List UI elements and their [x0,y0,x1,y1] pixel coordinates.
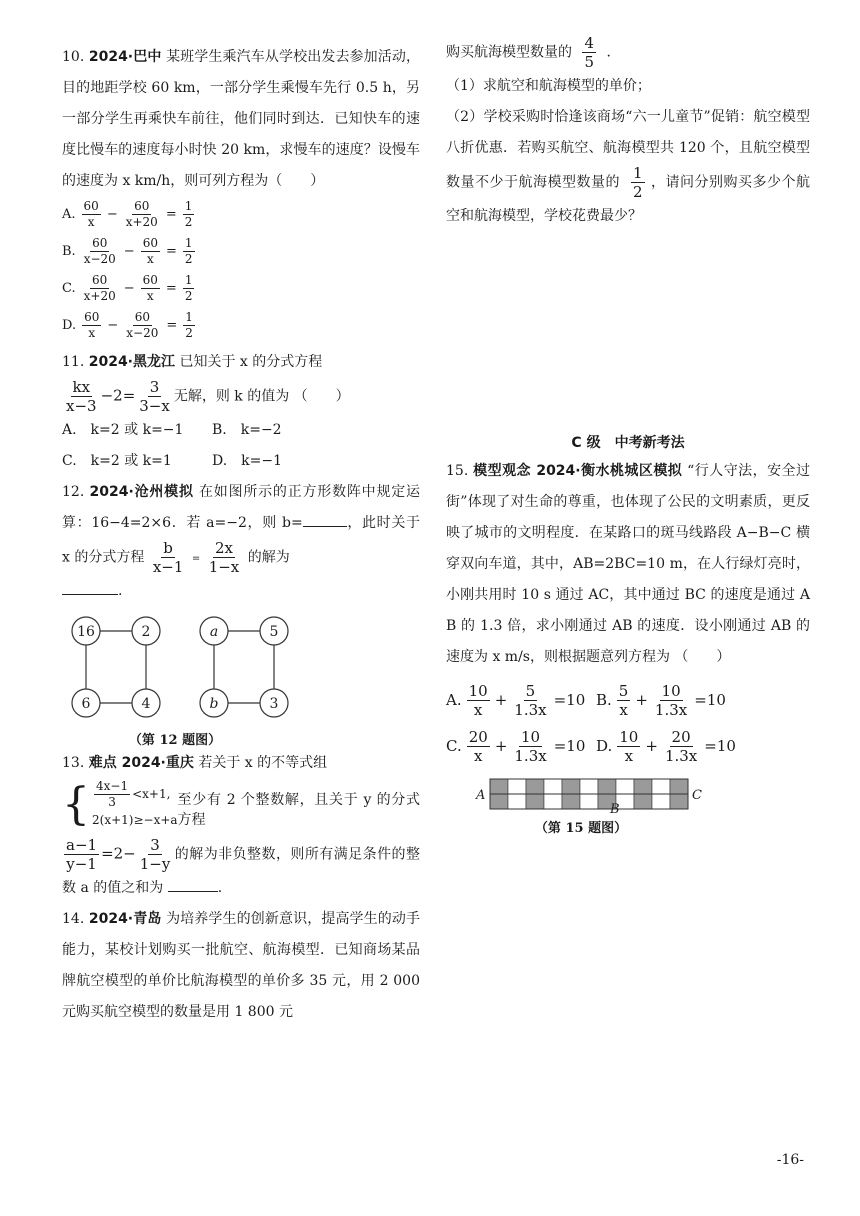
fraction [207,539,242,576]
numerator: 60 [83,199,99,213]
equation-rhs: =10 [704,737,736,755]
question-source: 难点 2024·重庆 [88,755,194,771]
q11-equation-line [62,378,420,415]
denominator: x [146,289,154,303]
denominator: x−20 [83,252,116,266]
q10-options [62,199,420,341]
option-label: B. [596,691,612,709]
numerator: 60 [142,236,158,250]
question-number: 13. [62,755,85,771]
numerator: 60 [92,236,108,250]
fraction [137,378,172,415]
inequality-lines [92,779,178,830]
answer-blank[interactable] [62,580,118,595]
q11-option-c[interactable]: C. k=2 或 k=1 [62,453,172,469]
denominator: x−20 [126,326,159,340]
q10-option-d[interactable] [62,310,420,341]
fraction [617,728,640,765]
q15-option-d[interactable]: D. $\frac{10}{x}$ + $\frac{20}{1.3x}$ =10 [596,727,736,765]
denominator: 1.3x [664,746,698,765]
denominator: x [88,326,96,340]
fraction [124,199,160,230]
q14-subquestion-2 [446,102,810,232]
operator: − [107,317,119,333]
grid1-node: 4 [141,696,151,712]
option-label: B. [62,243,76,259]
denominator: 1−y [139,855,171,873]
numerator: 10 [521,727,541,746]
equals: = [166,317,178,333]
question-text: ，此时关于 x 的分式方程 [62,515,420,566]
question-text: 若关于 x 的不等式组 [198,755,328,771]
denominator: x [146,252,154,266]
option-label: A. [446,691,462,709]
denominator: x+20 [83,289,116,303]
numerator: 4x−1 [96,779,129,793]
denominator: x [624,746,634,765]
fraction [82,199,101,230]
blank-space [446,232,810,432]
question-number: 15. [446,463,469,479]
question-text: 购买航海模型数量的 [446,44,572,61]
q10-option-c[interactable] [62,273,420,304]
question-text: （2）学校采购时恰逢该商场“六一儿童节”促销：航空模型八折优惠．若购买航空、航海模型共 120 个，且航空模型数量不少于航海模型数量的 [446,109,810,191]
denominator: 1.3x [654,700,688,719]
figure-caption: （第 15 题图） [534,821,628,836]
fraction [141,273,160,304]
question-text: 的解为非负整数，则所有满足条件的整数 a 的值之和为 [62,846,420,896]
fraction [582,34,596,71]
q15-figure [446,773,810,836]
fraction [151,539,186,576]
question-source: 模型观念 2024·衡水桃城区模拟 [473,463,683,479]
denominator: 1−x [208,558,240,576]
denominator: x [619,700,628,719]
numerator: 60 [84,310,100,324]
grid2-node: a [209,624,219,640]
numerator: kx [72,378,91,396]
fraction [82,273,118,304]
inequality-1 [92,779,178,810]
equals: = [165,280,177,296]
numerator: 1 [184,236,193,250]
denominator: x+20 [125,215,158,229]
denominator: 2 [632,183,643,201]
question-source: 2024·巴中 [88,49,162,65]
fraction [467,682,490,719]
q15-options-row-1 [446,677,810,723]
question-15 [446,456,810,673]
left-brace: { [62,778,90,830]
numerator: 10 [619,727,639,746]
option-label: A. [62,206,76,222]
q12-figure [70,615,420,748]
numerator: 2x [214,539,233,557]
q11-options-row-2 [62,446,420,477]
q15-option-a[interactable]: A. $\frac{10}{x}$ + $\frac{5}{1.3x}$ =10 [446,681,586,719]
fraction [94,779,130,810]
figure-caption: （第 12 题图） [128,733,222,748]
question-number: 10. [62,49,85,65]
punctuation: . [118,583,123,599]
numerator: 1 [185,310,193,324]
question-10 [62,42,420,197]
numerator: 3 [149,378,160,396]
q10-option-b[interactable] [62,236,420,267]
denominator: y−1 [66,855,97,873]
q11-option-d[interactable]: D. k=−1 [212,453,283,469]
numerator: 60 [92,273,108,287]
question-text: 某班学生乘汽车从学校出发去参加活动，目的地距学校 60 km，一部分学生乘慢车先行 0.5 h，另一部分学生再乘快车前往，他们同时到达．已知快车的速度比慢车的速度每小时快 20 km，求慢车的速度？设慢车的速度为 x km/h，则可列方程为（ ） [62,49,421,189]
grid1-node: 6 [81,696,91,712]
equals: = [165,243,177,259]
fraction [467,728,490,765]
point-b-label: B [610,802,620,815]
fraction [183,273,195,304]
numerator: 1 [184,273,193,287]
denominator: x [474,746,483,765]
question-text: 为培养学生的创新意识，提高学生的动手能力，某校计划购买一批航空、航海模型．已知商场某品牌航空模型的单价比航海模型的单价多 35 元，用 2 000 元购买航空模型的数量是用 1 800 元 [62,911,421,1020]
answer-blank[interactable] [168,877,218,892]
point-c-label: C [692,788,702,803]
q11-option-b[interactable]: B. k=−2 [212,422,282,438]
fraction [82,236,118,267]
question-text: ，请问分别购买多少个航空和航海模型，学校花费最少？ [446,174,810,224]
numerator: 20 [671,727,691,746]
equation-rhs: =10 [553,737,586,755]
fraction [512,682,548,719]
grid2-node: 5 [269,624,279,640]
denominator: 3−x [139,397,170,415]
punctuation: . [217,880,223,896]
fraction [653,682,689,719]
fraction [512,728,548,765]
operator: − [106,206,118,222]
numerator: 60 [134,199,150,213]
operator: − [123,243,135,259]
q15-option-c[interactable]: C. $\frac{20}{x}$ + $\frac{10}{1.3x}$ =10 [446,727,586,765]
question-source: 2024·青岛 [88,911,162,927]
numerator: b [163,539,173,557]
denominator: 1.3x [514,700,547,719]
numerator: 60 [134,310,150,324]
equation-rhs: =10 [694,691,726,709]
page-number: -16- [776,1152,804,1168]
punctuation: ． [606,44,621,61]
fraction [183,236,195,267]
numerator: 10 [661,681,681,700]
question-source: 2024·黑龙江 [88,354,176,370]
fraction [82,310,101,341]
q11-options-row-1 [62,415,420,446]
question-11 [62,347,420,378]
option-label: C. [446,737,462,755]
q15-options-row-2 [446,723,810,769]
fraction [183,310,195,341]
inequality-2: 2(x+1)≥−x+a [92,813,178,827]
question-12 [62,477,420,607]
question-text: 无解，则 k 的值为 （ ） [173,388,350,405]
q14-continued [446,34,810,71]
question-13 [62,748,420,779]
grid1-node: 2 [141,624,151,640]
numerator: 1 [632,164,643,182]
question-number: 12. [62,484,85,500]
inequality-text: <x+1, [132,787,171,801]
question-text: 已知关于 x 的分式方程 [179,354,323,370]
fraction [183,199,195,230]
question-text: 在如图所示的正方形数阵中规定运算：16−4=2×6．若 a=−2，则 b= [62,484,421,531]
question-14 [62,904,420,1028]
numerator: 20 [468,727,488,746]
fraction [141,236,160,267]
denominator: 2 [185,326,193,340]
equals: = [165,206,177,222]
option-label: C. [62,280,76,296]
fraction [663,728,699,765]
question-text: 的解为 [247,549,290,566]
numerator: 1 [184,199,193,213]
denominator: 1.3x [514,746,547,765]
option-label: D. [596,737,613,755]
fraction [631,164,645,201]
equation-middle: −2= [100,386,136,405]
question-source: 2024·沧州模拟 [89,484,194,500]
numerator: a−1 [66,836,98,854]
point-a-label: A [476,788,486,803]
grid1-node: 16 [77,624,95,640]
question-text: “行人守法，安全过街”体现了对生命的尊重，也体现了公民的文明素质，更反映了城市的文明程度．在某路口的斑马线路段 A−B−C 横穿双向车道，其中，AB=2BC=10 m，在人行绿灯亮时，小刚共用时 10 s 通过 AC，其中通过 BC 的速度是通过 AB 的 1.3 倍，求小刚通过 AB 的速度．设小刚通过 AB 的速度为 x m/s，则根据题意列方程为 （ ） [446,463,810,665]
denominator: x−1 [152,558,184,576]
numerator: 4 [584,34,594,52]
fraction [617,682,631,719]
numerator: 5 [525,681,536,700]
grid2-node: 3 [269,696,279,712]
numerator: 60 [142,273,158,287]
fraction [138,836,173,873]
grid2-node: b [209,696,219,712]
denominator: 2 [184,215,193,229]
equals: = [191,553,201,565]
option-label: D. [62,317,77,333]
inequality-system [62,779,178,830]
denominator: 3 [108,795,116,809]
q13-inequality-line [62,779,420,830]
q15-option-b[interactable]: B. $\frac{5}{x}$ + $\frac{10}{1.3x}$ =10 [596,681,726,719]
equation-rhs: =10 [553,691,586,709]
q11-option-a[interactable]: A. k=2 或 k=−1 [62,422,184,438]
denominator: 5 [584,53,594,71]
numerator: 3 [150,836,160,854]
denominator: 2 [184,289,193,303]
denominator: x [473,700,483,719]
left-column [62,42,420,1028]
equation-middle: =2− [101,844,136,863]
fraction [64,378,99,415]
question-number: 14. [62,911,85,927]
question-text: 至少有 2 个整数解，且关于 y 的分式方程 [177,792,420,828]
question-number: 11. [62,354,85,370]
fraction [124,310,160,341]
crosswalk-diagram [446,773,716,815]
fraction [64,836,99,873]
right-column [446,34,810,836]
q14-subquestion-1: （1）求航空和航海模型的单价； [446,78,651,94]
q15-options [446,677,810,769]
q13-equation-line [62,836,420,904]
denominator: x−3 [66,397,97,415]
square-number-grid-diagram [70,615,310,727]
numerator: 10 [468,681,488,700]
operator: − [123,280,135,296]
denominator: 2 [184,252,193,266]
denominator: x [87,215,95,229]
answer-blank[interactable] [303,512,347,527]
q10-option-a[interactable] [62,199,420,230]
numerator: 5 [618,681,629,700]
section-heading: C 级 中考新考法 [571,435,685,451]
